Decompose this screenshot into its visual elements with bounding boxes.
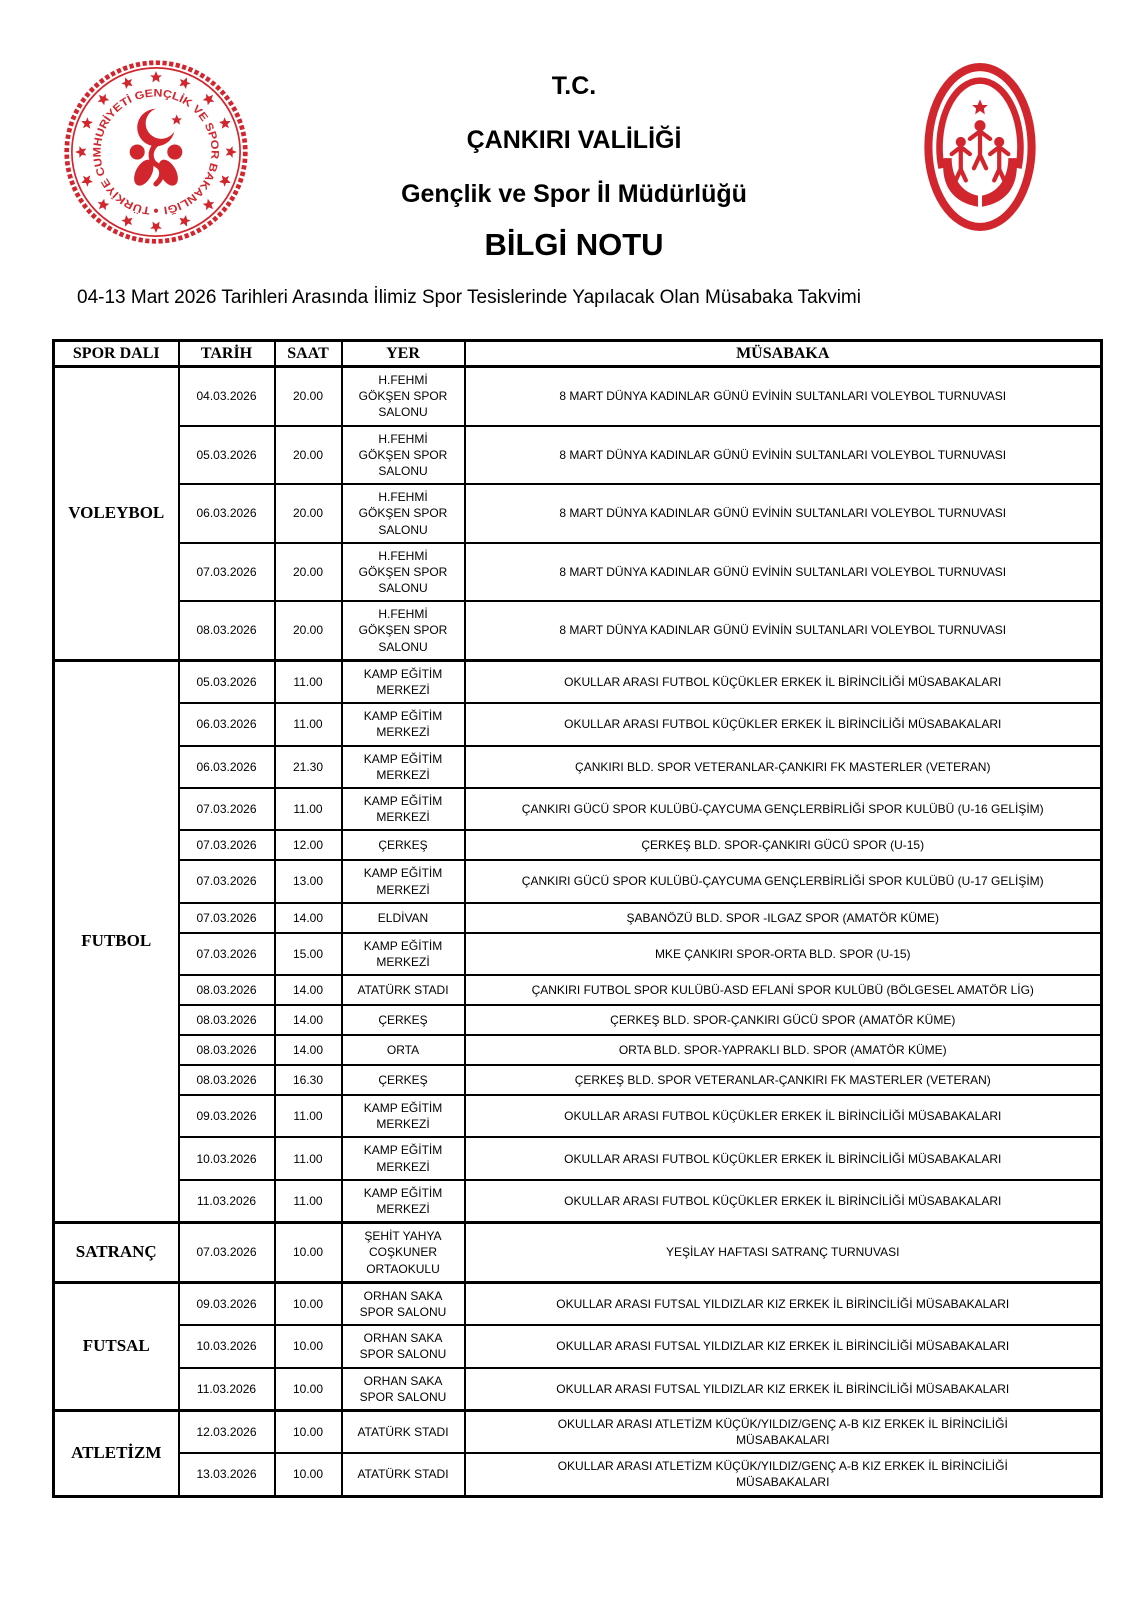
- table-row: [54, 703, 1102, 745]
- event-cell: ÇANKIRI GÜCÜ SPOR KULÜBÜ-ÇAYCUMA GENÇLERBİRLİĞİ SPOR KULÜBÜ (U-17 GELİŞİM): [465, 860, 1102, 902]
- date-cell: 08.03.2026: [179, 601, 275, 660]
- event-cell: OKULLAR ARASI FUTSAL YILDIZLAR KIZ ERKEK İL BİRİNCİLİĞİ MÜSABAKALARI: [465, 1368, 1102, 1411]
- table-row: [54, 860, 1102, 902]
- date-cell: 06.03.2026: [179, 746, 275, 788]
- date-cell: 10.03.2026: [179, 1137, 275, 1179]
- time-cell: 10.00: [275, 1410, 342, 1453]
- table-row: [54, 1005, 1102, 1035]
- table-row: [54, 1368, 1102, 1411]
- venue-cell: ATATÜRK STADI: [342, 975, 465, 1005]
- event-cell: OKULLAR ARASI FUTBOL KÜÇÜKLER ERKEK İL BİRİNCİLİĞİ MÜSABAKALARI: [465, 1180, 1102, 1223]
- seal-text-separator-dot: [154, 209, 158, 213]
- table-row: [54, 601, 1102, 660]
- time-cell: 20.00: [275, 543, 342, 602]
- venue-cell: ÇERKEŞ: [342, 1005, 465, 1035]
- event-cell: ORTA BLD. SPOR-YAPRAKLI BLD. SPOR (AMATÖR KÜME): [465, 1035, 1102, 1065]
- date-cell: 09.03.2026: [179, 1095, 275, 1137]
- date-cell: 08.03.2026: [179, 1005, 275, 1035]
- table-row: [54, 1035, 1102, 1065]
- date-cell: 10.03.2026: [179, 1325, 275, 1367]
- venue-cell: KAMP EĞİTİM MERKEZİ: [342, 1180, 465, 1223]
- table-row: [54, 1180, 1102, 1223]
- event-cell: MKE ÇANKIRI SPOR-ORTA BLD. SPOR (U-15): [465, 933, 1102, 975]
- date-cell: 08.03.2026: [179, 1035, 275, 1065]
- venue-cell: ŞEHİT YAHYA COŞKUNER ORTAOKULU: [342, 1223, 465, 1283]
- date-cell: 07.03.2026: [179, 933, 275, 975]
- sport-group-voleybol: [54, 367, 1102, 661]
- event-cell: 8 MART DÜNYA KADINLAR GÜNÜ EVİNİN SULTANLARI VOLEYBOL TURNUVASI: [465, 484, 1102, 543]
- venue-cell: ELDİVAN: [342, 903, 465, 933]
- time-cell: 14.00: [275, 903, 342, 933]
- time-cell: 20.00: [275, 426, 342, 485]
- date-cell: 08.03.2026: [179, 1065, 275, 1095]
- event-cell: 8 MART DÜNYA KADINLAR GÜNÜ EVİNİN SULTANLARI VOLEYBOL TURNUVASI: [465, 601, 1102, 660]
- date-cell: 08.03.2026: [179, 975, 275, 1005]
- table-row: [54, 1410, 1102, 1453]
- venue-cell: KAMP EĞİTİM MERKEZİ: [342, 860, 465, 902]
- table-row: [54, 1223, 1102, 1283]
- date-cell: 07.03.2026: [179, 788, 275, 830]
- seal-curved-text: TÜRKİYE CUMHURİYETİ GENÇLİK VE SPOR BAKANLIĞI: [91, 87, 221, 217]
- venue-cell: ÇERKEŞ: [342, 1065, 465, 1095]
- venue-cell: ATATÜRK STADI: [342, 1453, 465, 1496]
- table-row: [54, 1137, 1102, 1179]
- sport-group-atleti̇zm: [54, 1410, 1102, 1496]
- event-cell: OKULLAR ARASI FUTSAL YILDIZLAR KIZ ERKEK İL BİRİNCİLİĞİ MÜSABAKALARI: [465, 1325, 1102, 1367]
- venue-cell: KAMP EĞİTİM MERKEZİ: [342, 1095, 465, 1137]
- column-header-saat: SAAT: [275, 341, 342, 367]
- sport-cell: ATLETİZM: [54, 1410, 179, 1496]
- time-cell: 13.00: [275, 860, 342, 902]
- time-cell: 11.00: [275, 1095, 342, 1137]
- table-row: [54, 1095, 1102, 1137]
- date-cell: 07.03.2026: [179, 830, 275, 860]
- date-cell: 11.03.2026: [179, 1180, 275, 1223]
- date-cell: 07.03.2026: [179, 903, 275, 933]
- event-cell: OKULLAR ARASI FUTBOL KÜÇÜKLER ERKEK İL BİRİNCİLİĞİ MÜSABAKALARI: [465, 1137, 1102, 1179]
- venue-cell: ORHAN SAKA SPOR SALONU: [342, 1368, 465, 1411]
- sport-group-satranç: [54, 1223, 1102, 1283]
- venue-cell: H.FEHMİ GÖKŞEN SPOR SALONU: [342, 367, 465, 426]
- schedule-subtitle: 04-13 Mart 2026 Tarihleri Arasında İlimiz Spor Tesislerinde Yapılacak Olan Müsabaka Takvimi: [77, 287, 861, 308]
- venue-cell: KAMP EĞİTİM MERKEZİ: [342, 788, 465, 830]
- time-cell: 14.00: [275, 1005, 342, 1035]
- date-cell: 06.03.2026: [179, 703, 275, 745]
- table-row: [54, 367, 1102, 426]
- column-header-tarih: TARİH: [179, 341, 275, 367]
- date-cell: 13.03.2026: [179, 1453, 275, 1496]
- time-cell: 10.00: [275, 1223, 342, 1283]
- time-cell: 16.30: [275, 1065, 342, 1095]
- date-cell: 05.03.2026: [179, 660, 275, 703]
- date-cell: 04.03.2026: [179, 367, 275, 426]
- time-cell: 14.00: [275, 1035, 342, 1065]
- venue-cell: H.FEHMİ GÖKŞEN SPOR SALONU: [342, 601, 465, 660]
- time-cell: 12.00: [275, 830, 342, 860]
- event-cell: OKULLAR ARASI ATLETİZM KÜÇÜK/YILDIZ/GENÇ A-B KIZ ERKEK İL BİRİNCİLİĞİ MÜSABAKALARI: [465, 1410, 1102, 1453]
- column-header-yer: YER: [342, 341, 465, 367]
- table-row: [54, 1453, 1102, 1496]
- table-row: [54, 543, 1102, 602]
- time-cell: 10.00: [275, 1453, 342, 1496]
- event-cell: OKULLAR ARASI FUTBOL KÜÇÜKLER ERKEK İL BİRİNCİLİĞİ MÜSABAKALARI: [465, 1095, 1102, 1137]
- sport-cell: FUTSAL: [54, 1282, 179, 1410]
- table-row: [54, 660, 1102, 703]
- event-cell: OKULLAR ARASI FUTSAL YILDIZLAR KIZ ERKEK İL BİRİNCİLİĞİ MÜSABAKALARI: [465, 1282, 1102, 1325]
- venue-cell: ORHAN SAKA SPOR SALONU: [342, 1282, 465, 1325]
- venue-cell: ÇERKEŞ: [342, 830, 465, 860]
- date-cell: 07.03.2026: [179, 860, 275, 902]
- event-cell: ÇANKIRI FUTBOL SPOR KULÜBÜ-ASD EFLANİ SPOR KULÜBÜ (BÖLGESEL AMATÖR LİG): [465, 975, 1102, 1005]
- event-cell: ÇANKIRI BLD. SPOR VETERANLAR-ÇANKIRI FK MASTERLER (VETERAN): [465, 746, 1102, 788]
- table-row: [54, 426, 1102, 485]
- date-cell: 07.03.2026: [179, 543, 275, 602]
- emblem-star-icon: [972, 99, 988, 114]
- sport-cell: SATRANÇ: [54, 1223, 179, 1283]
- event-cell: 8 MART DÜNYA KADINLAR GÜNÜ EVİNİN SULTANLARI VOLEYBOL TURNUVASI: [465, 367, 1102, 426]
- venue-cell: H.FEHMİ GÖKŞEN SPOR SALONU: [342, 484, 465, 543]
- time-cell: 10.00: [275, 1368, 342, 1411]
- time-cell: 11.00: [275, 1180, 342, 1223]
- table-row: [54, 746, 1102, 788]
- table-row: [54, 1325, 1102, 1367]
- venue-cell: KAMP EĞİTİM MERKEZİ: [342, 1137, 465, 1179]
- column-header-musabaka: MÜSABAKA: [465, 341, 1102, 367]
- time-cell: 20.00: [275, 367, 342, 426]
- venue-cell: KAMP EĞİTİM MERKEZİ: [342, 660, 465, 703]
- time-cell: 10.00: [275, 1325, 342, 1367]
- date-cell: 06.03.2026: [179, 484, 275, 543]
- event-cell: 8 MART DÜNYA KADINLAR GÜNÜ EVİNİN SULTANLARI VOLEYBOL TURNUVASI: [465, 543, 1102, 602]
- date-cell: 07.03.2026: [179, 1223, 275, 1283]
- venue-cell: ORTA: [342, 1035, 465, 1065]
- time-cell: 14.00: [275, 975, 342, 1005]
- table-row: [54, 903, 1102, 933]
- schedule-table: [52, 339, 1103, 1498]
- header-row: [54, 341, 1102, 367]
- venue-cell: ATATÜRK STADI: [342, 1410, 465, 1453]
- event-cell: ÇERKEŞ BLD. SPOR-ÇANKIRI GÜCÜ SPOR (U-15): [465, 830, 1102, 860]
- event-cell: OKULLAR ARASI ATLETİZM KÜÇÜK/YILDIZ/GENÇ A-B KIZ ERKEK İL BİRİNCİLİĞİ MÜSABAKALARI: [465, 1453, 1102, 1496]
- table-row: [54, 1282, 1102, 1325]
- event-cell: ÇANKIRI GÜCÜ SPOR KULÜBÜ-ÇAYCUMA GENÇLERBİRLİĞİ SPOR KULÜBÜ (U-16 GELİŞİM): [465, 788, 1102, 830]
- table-header: [54, 341, 1102, 367]
- document-title: BİLGİ NOTU: [484, 227, 664, 262]
- date-cell: 12.03.2026: [179, 1410, 275, 1453]
- venue-cell: KAMP EĞİTİM MERKEZİ: [342, 746, 465, 788]
- event-cell: OKULLAR ARASI FUTBOL KÜÇÜKLER ERKEK İL BİRİNCİLİĞİ MÜSABAKALARI: [465, 660, 1102, 703]
- date-cell: 05.03.2026: [179, 426, 275, 485]
- table-row: [54, 975, 1102, 1005]
- table-row: [54, 1065, 1102, 1095]
- time-cell: 11.00: [275, 1137, 342, 1179]
- date-cell: 09.03.2026: [179, 1282, 275, 1325]
- time-cell: 11.00: [275, 703, 342, 745]
- sport-group-futbol: [54, 660, 1102, 1222]
- event-cell: YEŞİLAY HAFTASI SATRANÇ TURNUVASI: [465, 1223, 1102, 1283]
- sport-cell: FUTBOL: [54, 660, 179, 1222]
- table-row: [54, 484, 1102, 543]
- date-cell: 11.03.2026: [179, 1368, 275, 1411]
- venue-cell: ORHAN SAKA SPOR SALONU: [342, 1325, 465, 1367]
- event-cell: 8 MART DÜNYA KADINLAR GÜNÜ EVİNİN SULTANLARI VOLEYBOL TURNUVASI: [465, 426, 1102, 485]
- venue-cell: H.FEHMİ GÖKŞEN SPOR SALONU: [342, 426, 465, 485]
- time-cell: 15.00: [275, 933, 342, 975]
- event-cell: ÇERKEŞ BLD. SPOR VETERANLAR-ÇANKIRI FK MASTERLER (VETERAN): [465, 1065, 1102, 1095]
- directorate-heading: Gençlik ve Spor İl Müdürlüğü: [401, 180, 747, 208]
- event-cell: ŞABANÖZÜ BLD. SPOR -ILGAZ SPOR (AMATÖR KÜME): [465, 903, 1102, 933]
- sport-cell: VOLEYBOL: [54, 367, 179, 661]
- tc-heading: T.C.: [551, 72, 597, 100]
- sport-group-futsal: [54, 1282, 1102, 1410]
- table-row: [54, 830, 1102, 860]
- time-cell: 21.30: [275, 746, 342, 788]
- time-cell: 20.00: [275, 484, 342, 543]
- column-header-spor-dali: SPOR DALI: [54, 341, 179, 367]
- time-cell: 10.00: [275, 1282, 342, 1325]
- event-cell: OKULLAR ARASI FUTBOL KÜÇÜKLER ERKEK İL BİRİNCİLİĞİ MÜSABAKALARI: [465, 703, 1102, 745]
- time-cell: 11.00: [275, 788, 342, 830]
- governorship-heading: ÇANKIRI VALİLİĞİ: [466, 126, 682, 154]
- table-row: [54, 788, 1102, 830]
- time-cell: 11.00: [275, 660, 342, 703]
- venue-cell: KAMP EĞİTİM MERKEZİ: [342, 703, 465, 745]
- event-cell: ÇERKEŞ BLD. SPOR-ÇANKIRI GÜCÜ SPOR (AMATÖR KÜME): [465, 1005, 1102, 1035]
- venue-cell: H.FEHMİ GÖKŞEN SPOR SALONU: [342, 543, 465, 602]
- table-row: [54, 933, 1102, 975]
- venue-cell: KAMP EĞİTİM MERKEZİ: [342, 933, 465, 975]
- time-cell: 20.00: [275, 601, 342, 660]
